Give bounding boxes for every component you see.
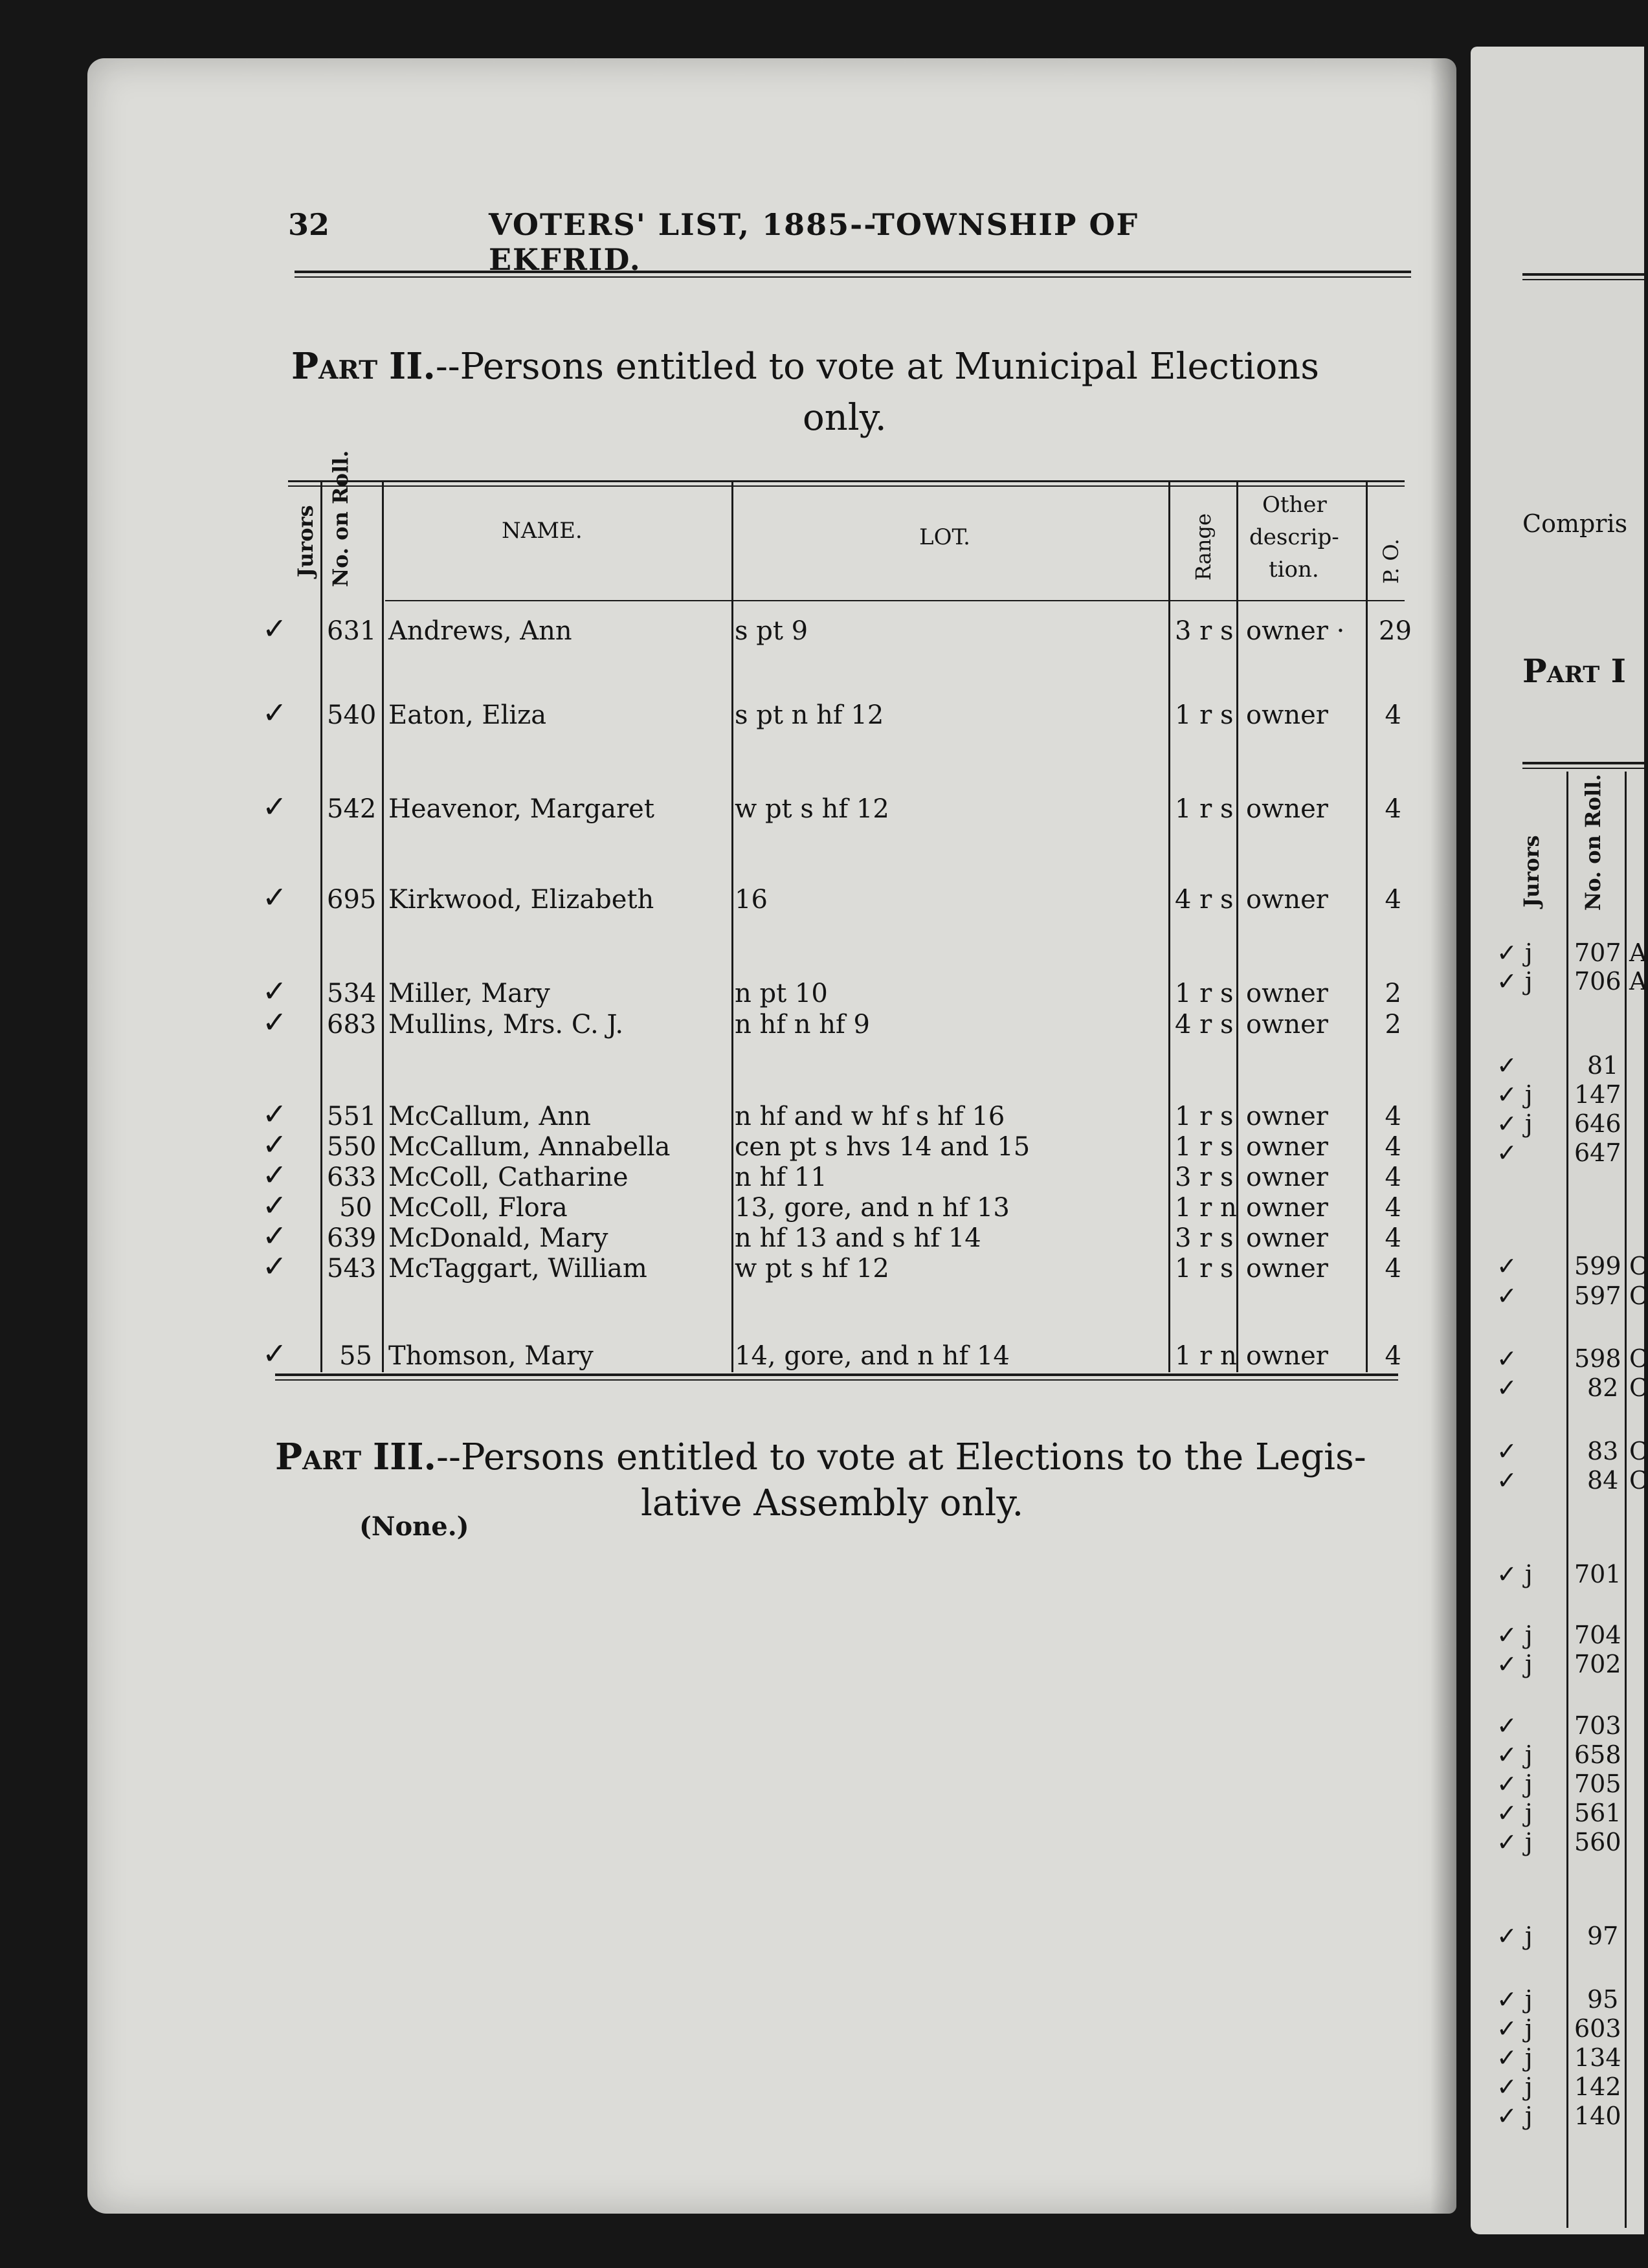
juror-check-icon: ✓	[262, 695, 287, 730]
roll-number: 84	[1587, 1466, 1619, 1495]
roll-number: 633	[327, 1162, 377, 1192]
voter-name: Eaton, Eliza	[388, 700, 547, 730]
post-office: 29	[1379, 616, 1412, 646]
post-office: 4	[1385, 1162, 1401, 1192]
voter-name: McColl, Catharine	[388, 1162, 629, 1192]
right-table-row	[1471, 2043, 1644, 2072]
lot: n hf 13 and s hf 14	[735, 1223, 981, 1253]
header-lot: LOT.	[919, 524, 970, 550]
post-office: 4	[1385, 1223, 1401, 1253]
roll-number: 707	[1574, 939, 1621, 967]
post-office: 4	[1385, 1254, 1401, 1284]
right-table-row	[1471, 1770, 1644, 1798]
other-description: owner	[1246, 1010, 1328, 1040]
right-header-jurors: Jurors	[1519, 835, 1544, 907]
lot: n hf 11	[735, 1162, 827, 1192]
lot: n pt 10	[735, 979, 828, 1008]
roll-number: 50	[339, 1193, 372, 1223]
juror-check-icon: ✓	[262, 611, 287, 646]
table-bottom-rule	[275, 1373, 1398, 1381]
lot: w pt s hf 12	[735, 794, 889, 824]
table-row	[262, 695, 1405, 731]
right-table-row	[1471, 1621, 1644, 1649]
roll-number: 560	[1574, 1828, 1621, 1856]
right-page	[1471, 47, 1648, 2234]
right-table-row	[1471, 1080, 1644, 1109]
roll-number: 550	[327, 1132, 377, 1162]
part-numeral: III.	[372, 1436, 437, 1478]
right-table-row	[1471, 2102, 1644, 2130]
page-number: 32	[288, 207, 330, 242]
right-table-row	[1471, 1437, 1648, 1465]
other-description: owner	[1246, 794, 1328, 824]
other-description: owner	[1246, 1223, 1328, 1253]
roll-number: 95	[1587, 1985, 1619, 2014]
header-range: Range	[1191, 513, 1216, 581]
part-2-title: --Persons entitled to vote at Municipal Elections	[435, 346, 1319, 388]
post-office: 4	[1385, 1193, 1401, 1223]
other-description: owner	[1246, 1341, 1328, 1371]
roll-number: 703	[1574, 1711, 1621, 1740]
roll-number: 534	[327, 979, 377, 1008]
voter-name: Mullins, Mrs. C. J.	[388, 1010, 624, 1040]
page-title: VOTERS' LIST, 1885--TOWNSHIP OF EKFRID.	[489, 207, 1139, 277]
right-table-row	[1471, 1139, 1644, 1167]
initial: C	[1629, 1282, 1648, 1310]
roll-number: 646	[1574, 1109, 1621, 1138]
initial: C	[1629, 1437, 1648, 1465]
other-description: owner	[1246, 885, 1328, 915]
juror-check-icon: ✓	[262, 789, 287, 824]
right-table-row	[1471, 967, 1647, 995]
initial: C	[1629, 1466, 1648, 1495]
range: 1 r n	[1175, 1341, 1237, 1371]
post-office: 4	[1385, 885, 1401, 915]
post-office: 4	[1385, 1102, 1401, 1131]
header-jurors: Jurors	[293, 505, 318, 577]
juror-check-icon: ✓ j	[1497, 1770, 1533, 1798]
lot: 16	[735, 885, 768, 915]
juror-check-icon: ✓	[1497, 1139, 1517, 1167]
initial: C	[1629, 1344, 1648, 1373]
range: 3 r s	[1175, 616, 1234, 646]
initial: A	[1629, 939, 1647, 967]
right-table-row	[1471, 1252, 1648, 1280]
juror-check-icon: ✓ j	[1497, 1560, 1533, 1588]
table-row	[262, 611, 1412, 647]
table-row	[262, 880, 1405, 916]
range: 3 r s	[1175, 1162, 1234, 1192]
juror-check-icon: ✓ j	[1497, 1740, 1533, 1769]
roll-number: 705	[1574, 1770, 1621, 1798]
table-row	[262, 973, 1405, 1010]
juror-check-icon: ✓	[262, 880, 287, 915]
other-description: owner	[1246, 1254, 1328, 1284]
voter-name: Heavenor, Margaret	[388, 794, 654, 824]
right-table-row	[1471, 1828, 1644, 1856]
other-description: owner	[1246, 1102, 1328, 1131]
right-table-row	[1471, 1985, 1644, 2014]
voter-name: Thomson, Mary	[388, 1341, 594, 1371]
juror-check-icon: ✓	[1497, 1437, 1517, 1465]
table-row	[262, 1157, 1405, 1194]
table-row	[262, 1127, 1405, 1163]
roll-number: 704	[1574, 1621, 1621, 1649]
table-row	[262, 1005, 1405, 1041]
voters-table	[262, 450, 1412, 1393]
header-other-3: tion.	[1269, 557, 1319, 583]
lot: s pt 9	[735, 616, 808, 646]
voter-name: Kirkwood, Elizabeth	[388, 885, 654, 915]
range: 4 r s	[1175, 885, 1234, 915]
header-name: NAME.	[502, 518, 583, 544]
lot: 13, gore, and n hf 13	[735, 1193, 1010, 1223]
juror-check-icon: ✓	[1497, 1051, 1517, 1080]
right-table-row	[1471, 1466, 1648, 1495]
roll-number: 598	[1574, 1344, 1621, 1373]
roll-number: 97	[1587, 1922, 1619, 1950]
juror-check-icon: ✓ j	[1497, 2102, 1533, 2130]
range: 1 r s	[1175, 979, 1234, 1008]
roll-number: 147	[1574, 1080, 1621, 1109]
post-office: 4	[1385, 1341, 1401, 1371]
juror-check-icon: ✓	[1497, 1466, 1517, 1495]
juror-check-icon: ✓	[1497, 1282, 1517, 1310]
other-description: owner	[1246, 979, 1328, 1008]
header-no-on-roll: No. on Roll.	[328, 450, 353, 587]
part-2-title-cont: only.	[803, 397, 887, 439]
other-description: owner	[1246, 1193, 1328, 1223]
juror-check-icon: ✓ j	[1497, 1650, 1533, 1678]
right-table-row	[1471, 1051, 1644, 1080]
part-3-title: --Persons entitled to vote at Elections to the Legis-	[436, 1436, 1366, 1478]
roll-number: 551	[327, 1102, 377, 1131]
table-row	[262, 1096, 1405, 1133]
juror-check-icon: ✓ j	[1497, 1922, 1533, 1950]
header-po: P. O.	[1379, 539, 1403, 584]
juror-check-icon: ✓ j	[1497, 2014, 1533, 2043]
roll-number: 142	[1574, 2073, 1621, 2101]
range: 3 r s	[1175, 1223, 1234, 1253]
range: 1 r s	[1175, 794, 1234, 824]
roll-number: 647	[1574, 1139, 1621, 1167]
juror-check-icon: ✓	[262, 973, 287, 1008]
range: 1 r s	[1175, 700, 1234, 730]
juror-check-icon: ✓ j	[1497, 1799, 1533, 1827]
right-table-row	[1471, 1922, 1644, 1950]
juror-check-icon: ✓ j	[1497, 967, 1533, 995]
juror-check-icon: ✓ j	[1497, 2043, 1533, 2072]
none-note: (None.)	[359, 1511, 469, 1542]
header-rule	[295, 271, 1411, 278]
juror-check-icon: ✓	[262, 1218, 287, 1253]
juror-check-icon: ✓	[262, 1249, 287, 1284]
table-row	[262, 1336, 1405, 1372]
juror-check-icon: ✓ j	[1497, 939, 1533, 967]
juror-check-icon: ✓	[1497, 1373, 1517, 1402]
roll-number: 683	[327, 1010, 377, 1040]
other-description: owner ·	[1246, 616, 1345, 646]
range: 1 r n	[1175, 1193, 1237, 1223]
table-row	[262, 789, 1405, 825]
juror-check-icon: ✓ j	[1497, 1109, 1533, 1138]
right-part-heading: Part I	[1522, 652, 1627, 690]
post-office: 2	[1385, 979, 1401, 1008]
right-table-row	[1471, 1740, 1644, 1769]
roll-number: 639	[327, 1223, 377, 1253]
roll-number: 543	[327, 1254, 377, 1284]
roll-number: 603	[1574, 2014, 1621, 2043]
header-other-2: descrip-	[1249, 524, 1339, 550]
roll-number: 631	[327, 616, 377, 646]
voter-name: Andrews, Ann	[388, 616, 572, 646]
other-description: owner	[1246, 700, 1328, 730]
voter-name: McCallum, Annabella	[388, 1132, 671, 1162]
post-office: 4	[1385, 700, 1401, 730]
roll-number: 83	[1587, 1437, 1619, 1465]
range: 1 r s	[1175, 1132, 1234, 1162]
roll-number: 542	[327, 794, 377, 824]
post-office: 4	[1385, 794, 1401, 824]
right-table-row	[1471, 2073, 1644, 2101]
roll-number: 658	[1574, 1740, 1621, 1769]
voter-name: McTaggart, William	[388, 1254, 647, 1284]
roll-number: 695	[327, 885, 377, 915]
table-row	[262, 1218, 1405, 1254]
roll-number: 82	[1587, 1373, 1619, 1402]
roll-number: 134	[1574, 2043, 1621, 2072]
lot: s pt n hf 12	[735, 700, 884, 730]
right-table-row	[1471, 1560, 1644, 1588]
voter-name: McCallum, Ann	[388, 1102, 591, 1131]
juror-check-icon: ✓	[262, 1005, 287, 1040]
initial: C	[1629, 1252, 1648, 1280]
roll-number: 702	[1574, 1650, 1621, 1678]
juror-check-icon: ✓	[262, 1336, 287, 1371]
juror-check-icon: ✓ j	[1497, 1985, 1533, 2014]
juror-check-icon: ✓	[1497, 1344, 1517, 1373]
roll-number: 140	[1574, 2102, 1621, 2130]
juror-check-icon: ✓ j	[1497, 1828, 1533, 1856]
roll-number: 81	[1587, 1051, 1619, 1080]
voter-name: McDonald, Mary	[388, 1223, 608, 1253]
juror-check-icon: ✓ j	[1497, 2073, 1533, 2101]
post-office: 4	[1385, 1132, 1401, 1162]
juror-check-icon: ✓ j	[1497, 1080, 1533, 1109]
right-table-row	[1471, 1344, 1648, 1373]
lot: n hf n hf 9	[735, 1010, 870, 1040]
range: 4 r s	[1175, 1010, 1234, 1040]
juror-check-icon: ✓ j	[1497, 1621, 1533, 1649]
voter-name: Miller, Mary	[388, 979, 550, 1008]
lot: cen pt s hvs 14 and 15	[735, 1132, 1030, 1162]
table-row	[262, 1249, 1405, 1285]
table-header-rule	[385, 600, 1405, 601]
right-compris-text: Compris	[1522, 509, 1628, 538]
juror-check-icon: ✓	[262, 1127, 287, 1162]
range: 1 r s	[1175, 1102, 1234, 1131]
roll-number: 540	[327, 700, 377, 730]
roll-number: 55	[339, 1341, 372, 1371]
header-other-1: Other	[1262, 492, 1327, 518]
part-3-title-cont: lative Assembly only.	[641, 1482, 1024, 1524]
right-header-no-on-roll: No. on Roll.	[1581, 773, 1605, 911]
right-header-rule	[1522, 273, 1644, 280]
right-table-row	[1471, 939, 1647, 967]
roll-number: 561	[1574, 1799, 1621, 1827]
right-table-row	[1471, 1799, 1644, 1827]
lot: w pt s hf 12	[735, 1254, 889, 1284]
table-row	[262, 1188, 1405, 1224]
range: 1 r s	[1175, 1254, 1234, 1284]
juror-check-icon: ✓	[262, 1188, 287, 1223]
lot: 14, gore, and n hf 14	[735, 1341, 1010, 1371]
roll-number: 599	[1574, 1252, 1621, 1280]
post-office: 2	[1385, 1010, 1401, 1040]
juror-check-icon: ✓	[262, 1096, 287, 1131]
right-table-row	[1471, 1650, 1644, 1678]
other-description: owner	[1246, 1132, 1328, 1162]
roll-number: 597	[1574, 1282, 1621, 1310]
voter-name: McColl, Flora	[388, 1193, 568, 1223]
other-description: owner	[1246, 1162, 1328, 1192]
right-table-row	[1471, 1109, 1644, 1138]
juror-check-icon: ✓	[1497, 1252, 1517, 1280]
part-label: Part	[291, 345, 378, 388]
part-numeral: II.	[388, 345, 436, 388]
right-table-row	[1471, 1373, 1648, 1402]
part-label: Part	[275, 1436, 362, 1478]
right-table-rule	[1522, 762, 1644, 769]
initial: C	[1629, 1373, 1648, 1402]
roll-number: 706	[1574, 967, 1621, 995]
right-table-row	[1471, 1711, 1644, 1740]
right-table-row	[1471, 1282, 1648, 1310]
lot: n hf and w hf s hf 16	[735, 1102, 1005, 1131]
initial: A	[1629, 967, 1647, 995]
juror-check-icon: ✓	[1497, 1711, 1517, 1740]
page-header	[288, 207, 1227, 277]
right-table-row	[1471, 2014, 1644, 2043]
juror-check-icon: ✓	[262, 1157, 287, 1192]
roll-number: 701	[1574, 1560, 1621, 1588]
